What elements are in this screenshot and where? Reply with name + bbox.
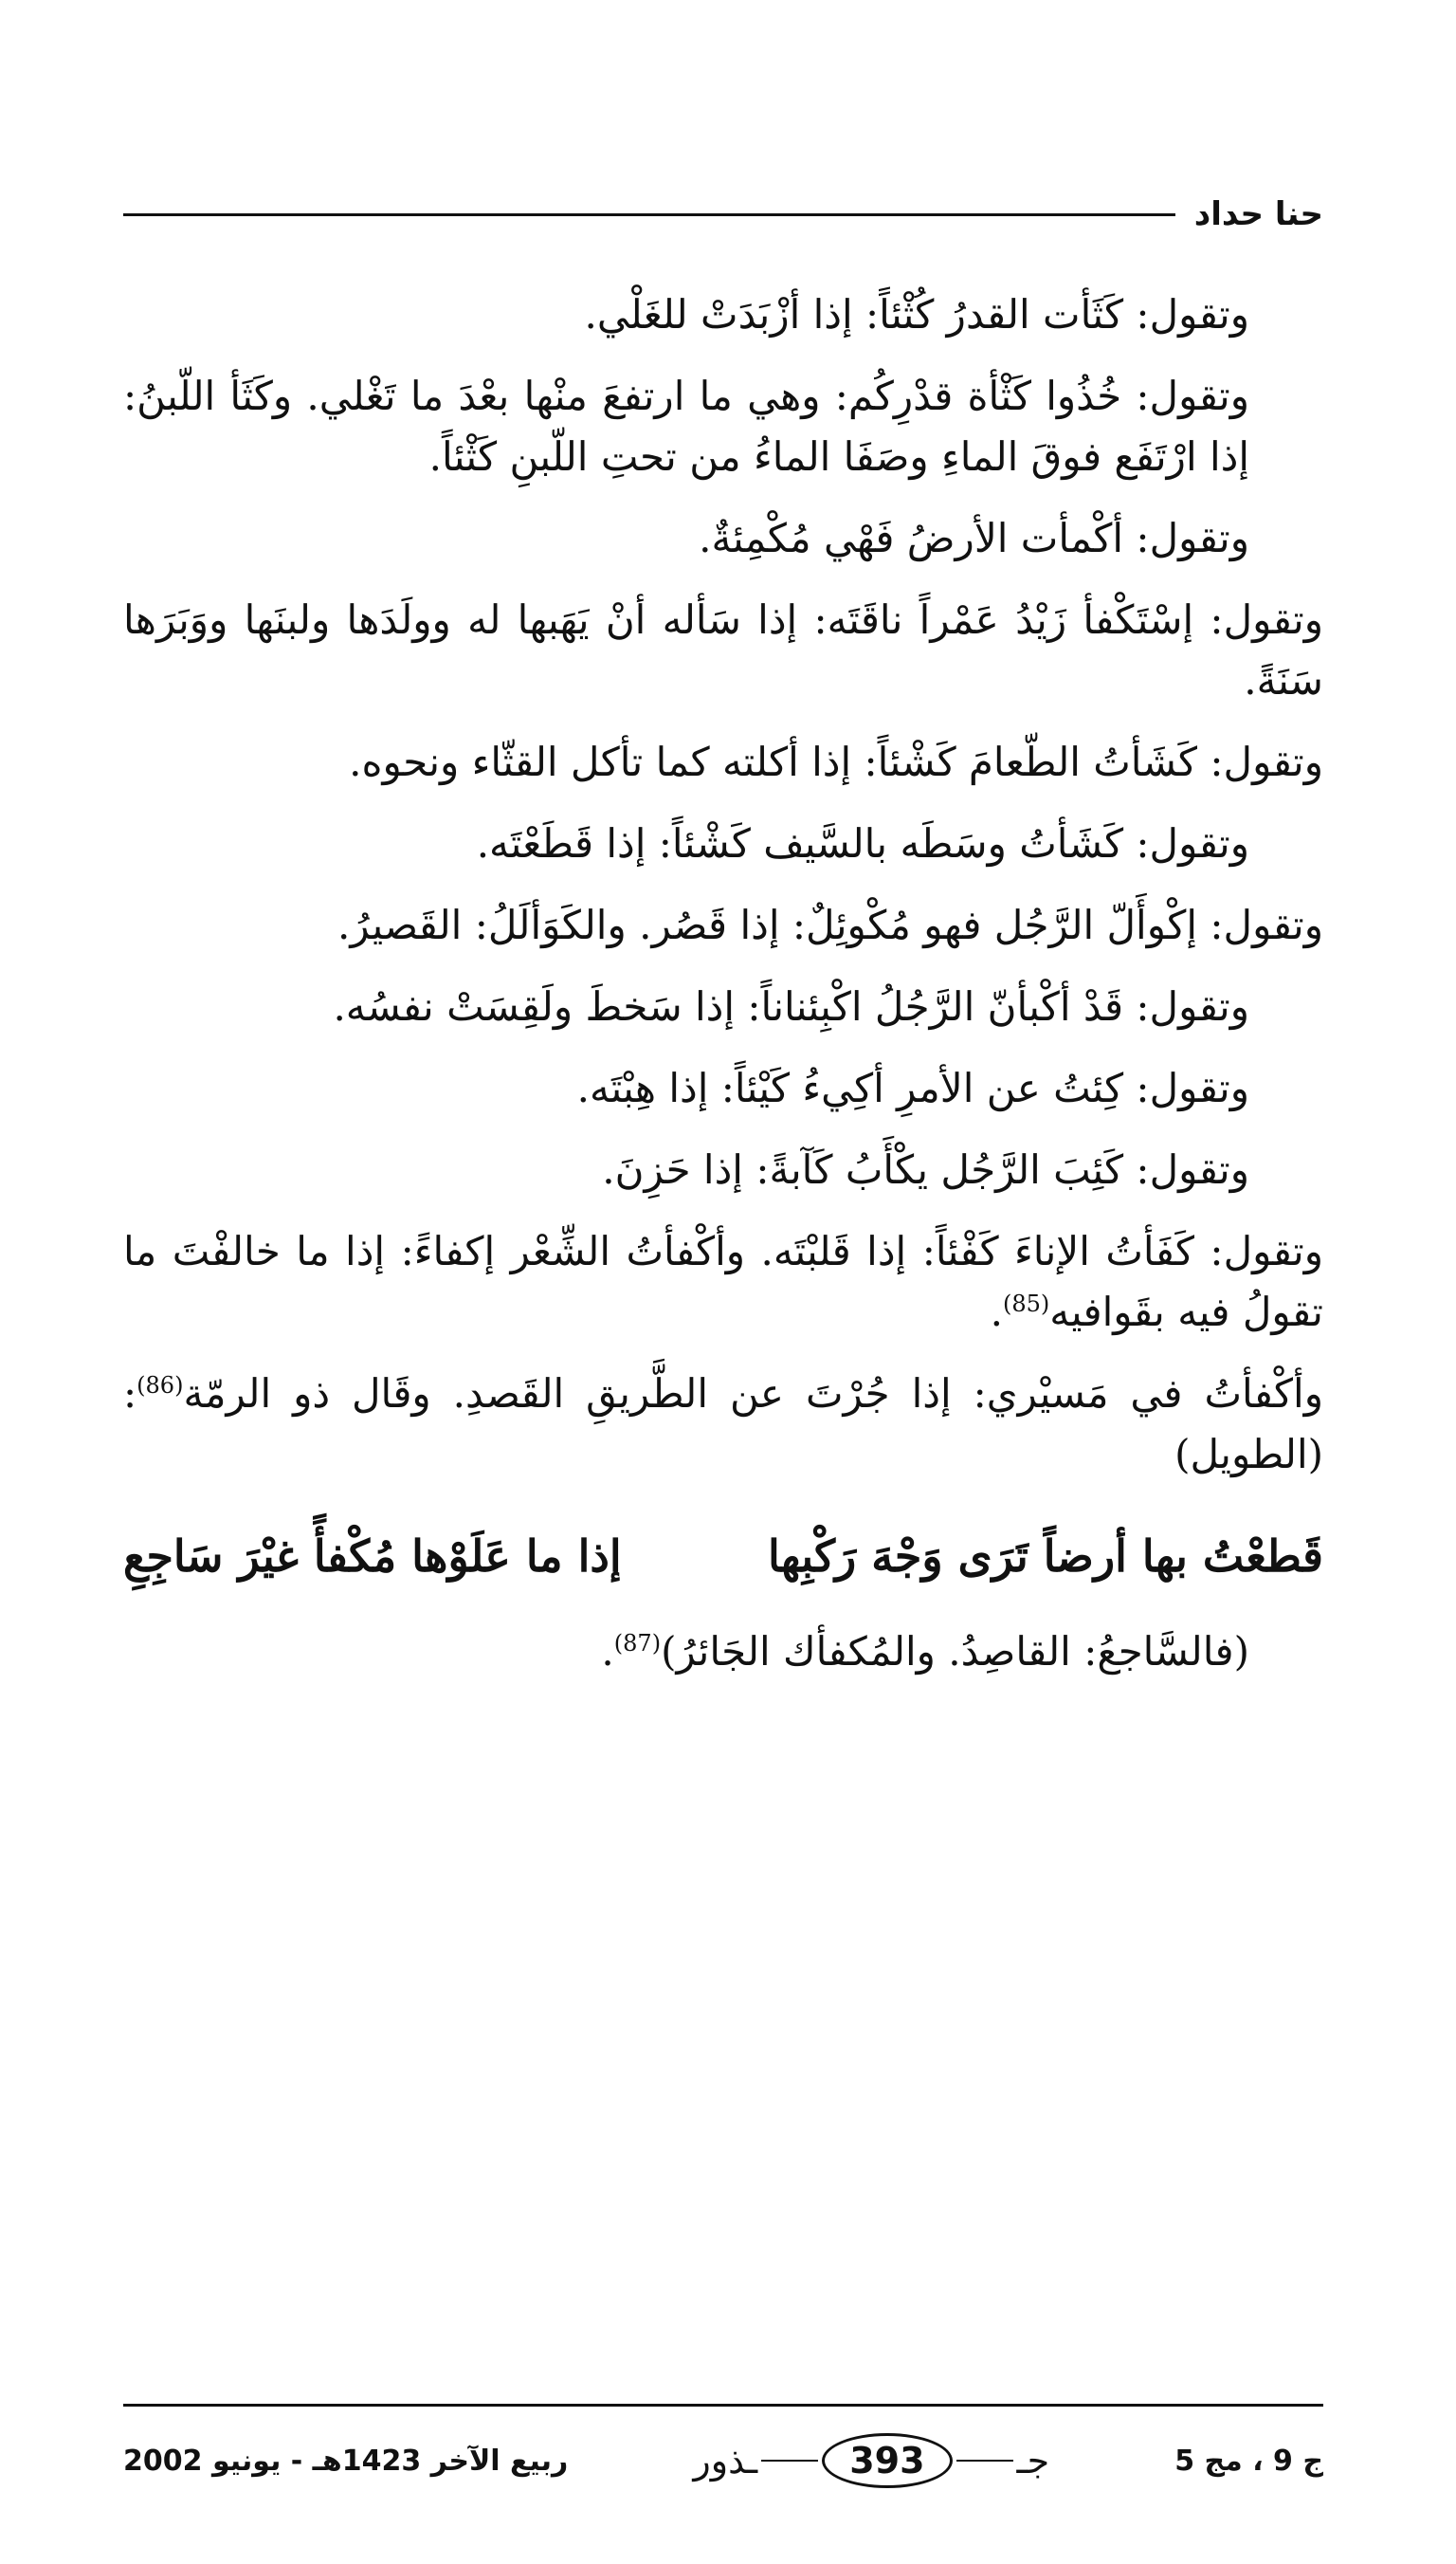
page (123, 0, 1323, 2564)
journal-name (693, 2433, 1049, 2488)
paragraph: وتقول: إسْتَكْفأ زَيْدُ عَمْراً ناقَتَه: إذا سَأله أنْ يَهَبها له وولَدَها ولبنَها ووَبَرَها سَنَةً. (123, 596, 1323, 704)
journal-dash (956, 2460, 1013, 2462)
paragraph: وتقول: قَدْ أكْبأنّ الرَّجُلُ اكْبِئناناً: إذا سَخطَ ولَقِسَتْ نفسُه. (333, 983, 1249, 1030)
verse-hemistich-second: إذا ما عَلَوْها مُكْفأً غيْرَ سَاجِعِ (123, 1530, 622, 1582)
issue-info: ج 9 ، مج 5 (1174, 2444, 1323, 2478)
footer-rule (123, 2404, 1323, 2407)
paragraph: وتقول: كَشَأتُ الطّعامَ كَشْئاً: إذا أكلته كما تأكل القثّاء ونحوه. (349, 739, 1323, 785)
journal-name-end: ـذور (693, 2440, 758, 2482)
paragraph: وتقول: أكْمأت الأرضُ فَهْي مُكْمِئةٌ. (699, 515, 1249, 561)
closing-paragraph: (فالسَّاجعُ: القاصِدُ. والمُكفأك الجَائرُ)$^{(87)}$. (601, 1628, 1249, 1675)
paragraph: وأكْفأتُ في مَسيْري: إذا جُرْتَ عن الطَّريقِ القَصدِ. وقَال ذو الرمّة$^{(86)}$: (الطويل) (123, 1370, 1323, 1477)
running-head (123, 186, 1323, 243)
paragraph: وتقول: كَشَأتُ وسَطَه بالسَّيف كَشْئاً: إذا قَطَعْتَه. (476, 820, 1249, 867)
paragraph: وتقول: خُذُوا كَثْأة قدْرِكُم: وهي ما ارتفعَ منْها بعْدَ ما تَغْلي. وكَثَأ اللّبنُ: إذا ارْتَفَع فوقَ الماءِ وصَفَا الماءُ من تحتِ اللّبنِ كَثْئاً. (123, 373, 1249, 480)
journal-dash (761, 2460, 818, 2462)
page-number: 393 (822, 2433, 952, 2488)
paragraph: وتقول: كَثَأت القدرُ كُثْئاً: إذا أزْبَدَتْ للغَلْي. (584, 291, 1249, 338)
header-rule (123, 213, 1175, 216)
article-body (123, 284, 1323, 1703)
publication-date: ربيع الآخر 1423هـ - يونيو 2002 (123, 2444, 569, 2478)
paragraph: وتقول: كَئِبَ الرَّجُل يكْأَبُ كَآبةً: إذا حَزِنَ. (602, 1146, 1249, 1193)
page-footer (123, 2418, 1323, 2503)
footnote-marker: (86) (136, 1372, 184, 1399)
verse-hemistich-first: قَطعْتُ بها أرضاً تَرَى وَجْهَ رَكْبِها (768, 1530, 1323, 1582)
paragraph: وتقول: كِئتُ عن الأمرِ أكِيءُ كَيْئاً: إذا هِبْتَه. (576, 1065, 1249, 1111)
author-name: حنا حداد (1193, 195, 1323, 233)
footnote-marker: (87) (613, 1630, 662, 1657)
journal-name-start: جـ (1016, 2440, 1050, 2482)
footnote-marker: (85) (1003, 1291, 1050, 1317)
paragraph: وتقول: إكْوأَلّ الرَّجُل فهو مُكْوئِلٌ: إذا قَصُر. والكَوَألَلُ: القَصيرُ. (337, 902, 1323, 948)
poetry-verse (123, 1523, 1323, 1589)
paragraph: وتقول: كَفَأتُ الإناءَ كَفْئاً: إذا قَلبْتَه. وأكْفأتُ الشِّعْر إكفاءً: إذا ما خالفْتَ ما تقولُ فيه بقَوافيه$^{(85)}$. (123, 1228, 1323, 1335)
